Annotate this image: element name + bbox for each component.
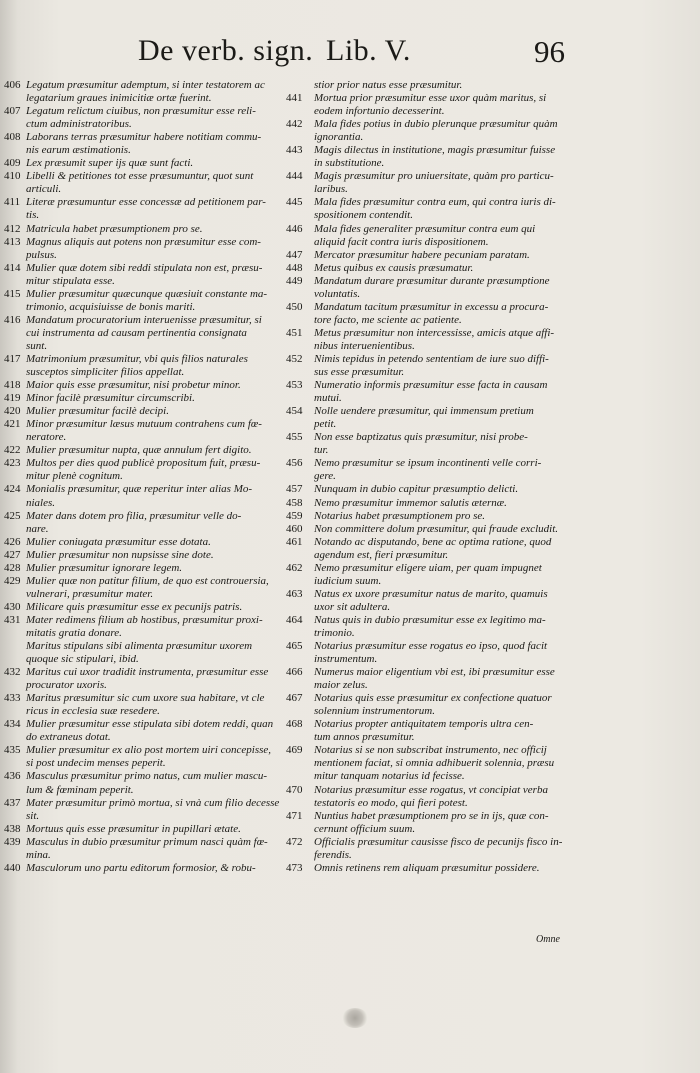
entry-number: 471 bbox=[286, 809, 303, 822]
index-entry bbox=[4, 353, 288, 379]
entry-text: Mortuus quis esse præsumitur in pupillari ætate. bbox=[26, 822, 241, 835]
index-entry bbox=[4, 575, 288, 601]
entry-number: 448 bbox=[286, 261, 303, 274]
entry-text: Officialis præsumitur causisse fisco de pecunijs fisco in- ferendis. bbox=[314, 835, 563, 861]
index-entry bbox=[4, 614, 288, 640]
entry-number: 426 bbox=[4, 535, 21, 548]
entry-text: Natus ex uxore præsumitur natus de marito, quamuis uxor sit adultera. bbox=[314, 587, 548, 613]
entry-text: Numeratio informis præsumitur esse facta in causam mutui. bbox=[314, 379, 548, 405]
entry-text: Numerus maior eligentium vbi est, ibi præsumitur esse maior zelus. bbox=[314, 666, 555, 692]
index-entry bbox=[4, 836, 288, 862]
entry-number: 439 bbox=[4, 835, 21, 848]
entry-number: 464 bbox=[286, 613, 303, 626]
entry-number: 431 bbox=[4, 613, 21, 626]
entry-text: Mulier præsumitur ignorare legem. bbox=[26, 561, 183, 574]
index-entry bbox=[286, 353, 582, 379]
entry-number: 455 bbox=[286, 431, 303, 444]
index-entry bbox=[286, 170, 582, 196]
entry-text: Mortua prior præsumitur esse uxor quàm maritus, si eodem infortunio decesserint. bbox=[314, 92, 547, 118]
entry-text: Nimis tepidus in petendo sententiam de iure suo diffi- sus esse præsumitur. bbox=[314, 352, 549, 379]
entry-number: 452 bbox=[286, 352, 303, 365]
entry-text: Matricula habet præsumptionem pro se. bbox=[26, 222, 203, 235]
entry-text: Masculorum uno partu editorum formosior, & robu- bbox=[26, 861, 256, 874]
entry-text: Mater præsumitur primò mortua, si vnà cum filio decesse sit. bbox=[26, 796, 280, 822]
index-entry bbox=[4, 692, 288, 718]
entry-number: 446 bbox=[286, 222, 303, 235]
entry-number: 461 bbox=[286, 535, 303, 548]
entry-text: Laborans terras præsumitur habere notitiam commu- nis earum æstimationis. bbox=[26, 131, 262, 157]
entry-number: 412 bbox=[4, 222, 21, 235]
entry-text: Mulier præsumitur facilè decipi. bbox=[26, 405, 169, 418]
entry-text: Nolle uendere præsumitur, qui immensum pretium petit. bbox=[314, 405, 534, 431]
index-entry bbox=[4, 196, 288, 222]
index-entry bbox=[286, 431, 582, 457]
index-entry bbox=[4, 510, 288, 536]
entry-text: Mater redimens filium ab hostibus, præsumitur proxi- mitatis gratia donare. bbox=[26, 613, 263, 639]
entry-number: 406 bbox=[4, 79, 21, 91]
entry-number: 463 bbox=[286, 587, 303, 600]
right-column bbox=[286, 79, 582, 875]
index-entry bbox=[4, 79, 288, 105]
index-entry bbox=[4, 223, 288, 236]
entry-number: 418 bbox=[4, 379, 21, 392]
entry-text: Mandatum procuratorium interuenisse præsumitur, si cui instrumenta ad causam pertinentia consignata sunt. bbox=[26, 313, 262, 352]
entry-text: Notarius præsumitur esse rogatus eo ipso, quod facit instrumentum. bbox=[314, 640, 548, 666]
entry-number: 428 bbox=[4, 561, 21, 574]
index-entry bbox=[286, 249, 582, 262]
entry-text: Notarius si se non subscribat instrumento, nec officij mentionem faciat, si omnia adhibuerit solennia, præsu mitur tanquam notarius id fecisse. bbox=[314, 744, 555, 783]
entry-text: Minor facilè præsumitur circumscribi. bbox=[26, 392, 195, 405]
index-entry bbox=[286, 784, 582, 810]
index-entry bbox=[286, 79, 582, 92]
entry-number: 415 bbox=[4, 287, 21, 300]
index-entry bbox=[286, 196, 582, 222]
entry-number: 457 bbox=[286, 483, 303, 496]
entry-number: 441 bbox=[286, 92, 303, 105]
entry-number: 440 bbox=[4, 861, 21, 874]
entry-number: 416 bbox=[4, 313, 21, 326]
entry-text: Nemo præsumitur eligere uiam, per quam impugnet iudicium suum. bbox=[314, 561, 542, 587]
index-entry bbox=[4, 744, 288, 770]
entry-number: 442 bbox=[286, 118, 303, 131]
entry-text: Notarius habet præsumptionem pro se. bbox=[314, 509, 486, 522]
entry-text: Nemo præsumitur immemor salutis æternæ. bbox=[314, 496, 507, 509]
entry-text: Maritus præsumitur sic cum uxore sua habitare, vt cle ricus in ecclesia suæ resedere. bbox=[26, 692, 265, 718]
entry-number: 462 bbox=[286, 561, 303, 574]
entry-text: Mulier præsumitur quæcunque quæsiuit constante ma- trimonio, acquisiuisse de bonis mariti. bbox=[26, 287, 268, 313]
entry-number: 411 bbox=[4, 196, 21, 209]
entry-text: Masculus in dubio præsumitur primum nasci quàm fœ- mina. bbox=[26, 835, 268, 861]
index-entry bbox=[4, 666, 288, 692]
index-entry bbox=[286, 379, 582, 405]
entry-text: Notarius propter antiquitatem temporis ultra cen- tum annos præsumitur. bbox=[314, 718, 534, 744]
ink-blot bbox=[342, 1008, 368, 1028]
index-entry bbox=[286, 810, 582, 836]
index-entry bbox=[286, 744, 582, 783]
entry-number: 408 bbox=[4, 131, 21, 144]
entry-number: 469 bbox=[286, 744, 303, 757]
entry-number: 472 bbox=[286, 835, 303, 848]
index-entry bbox=[286, 301, 582, 327]
entry-number: 460 bbox=[286, 522, 303, 535]
entry-number: 437 bbox=[4, 796, 21, 809]
entry-number: 456 bbox=[286, 457, 303, 470]
index-entry bbox=[4, 536, 288, 549]
index-entry bbox=[286, 523, 582, 536]
index-entry bbox=[4, 640, 288, 666]
index-entry bbox=[4, 562, 288, 575]
page-header bbox=[0, 34, 700, 74]
index-entry bbox=[4, 718, 288, 744]
entry-number: 429 bbox=[4, 574, 21, 587]
entry-text: Mala fides generaliter præsumitur contra eum qui aliquid facit contra iuris dispositionem. bbox=[314, 222, 536, 248]
entry-number: 465 bbox=[286, 640, 303, 653]
entry-number: 445 bbox=[286, 196, 303, 209]
entry-number: 419 bbox=[4, 392, 21, 405]
index-entry bbox=[286, 327, 582, 353]
index-entry bbox=[4, 379, 288, 392]
entry-text: Metus præsumitur non intercessisse, amicis atque affi- nibus interuenientibus. bbox=[314, 326, 555, 352]
index-entry bbox=[286, 483, 582, 496]
entry-text: Mulier præsumitur esse stipulata sibi dotem reddi, quan do extraneus dotat. bbox=[26, 718, 274, 744]
entry-number: 447 bbox=[286, 248, 303, 261]
entry-text: Maritus cui uxor tradidit instrumenta, præsumitur esse procurator uxoris. bbox=[26, 666, 269, 692]
entry-text: Milicare quis præsumitur esse ex pecunijs patris. bbox=[26, 600, 243, 613]
index-entry bbox=[4, 418, 288, 444]
index-entry bbox=[4, 405, 288, 418]
entry-number: 414 bbox=[4, 261, 21, 274]
entry-text: Mulier quæ non patitur filium, de quo est controuersia, vulnerari, præsumitur mater. bbox=[26, 574, 269, 600]
entry-text: Mandatum tacitum præsumitur in excessu a procura- tore facto, me sciente ac patiente. bbox=[314, 300, 549, 326]
index-entry bbox=[4, 262, 288, 288]
entry-text: Metus quibus ex causis præsumatur. bbox=[314, 261, 474, 274]
entry-text: Omnis retinens rem aliquam præsumitur possidere. bbox=[314, 861, 540, 874]
entry-number: 473 bbox=[286, 861, 303, 874]
entry-text: Nunquam in dubio capitur præsumptio delicti. bbox=[314, 483, 519, 496]
index-entry bbox=[4, 797, 288, 823]
entry-number: 409 bbox=[4, 157, 21, 170]
entry-number: 434 bbox=[4, 718, 21, 731]
entry-text: Minor præsumitur læsus mutuum contrahens cum fœ- neratore. bbox=[26, 418, 262, 444]
entry-number: 453 bbox=[286, 379, 303, 392]
entry-text: Nemo præsumitur se ipsum incontinenti velle corri- gere. bbox=[314, 457, 542, 483]
book-number: Lib. V. bbox=[326, 34, 411, 67]
entry-number: 422 bbox=[4, 444, 21, 457]
entry-number: 454 bbox=[286, 405, 303, 418]
entry-number: 436 bbox=[4, 770, 21, 783]
entry-text: Notarius quis esse præsumitur ex confectione quatuor solennium instrumentorum. bbox=[314, 692, 552, 718]
entry-number: 450 bbox=[286, 300, 303, 313]
index-entry bbox=[286, 118, 582, 144]
entry-number: 420 bbox=[4, 405, 21, 418]
index-entry bbox=[4, 314, 288, 353]
index-entry bbox=[4, 862, 288, 875]
entry-text: Multos per dies quod publicè propositum fuit, præsu- mitur plenè cognitum. bbox=[26, 457, 261, 483]
index-entry bbox=[4, 131, 288, 157]
entry-number: 417 bbox=[4, 352, 21, 365]
entry-number: 427 bbox=[4, 548, 21, 561]
entry-number: 451 bbox=[286, 326, 303, 339]
entry-number: 444 bbox=[286, 170, 303, 183]
index-entry bbox=[286, 497, 582, 510]
index-entry bbox=[4, 483, 288, 509]
entry-text: Magnus aliquis aut potens non præsumitur esse com- pulsus. bbox=[26, 235, 261, 261]
entry-number: 443 bbox=[286, 144, 303, 157]
index-entry bbox=[286, 144, 582, 170]
index-entry bbox=[286, 262, 582, 275]
entry-text: Nuntius habet præsumptionem pro se in ijs, quæ con- cernunt officium suum. bbox=[314, 809, 549, 835]
index-entry bbox=[286, 640, 582, 666]
index-entry bbox=[286, 510, 582, 523]
left-column bbox=[4, 79, 288, 875]
entry-text: stior prior natus esse præsumitur. bbox=[314, 79, 463, 91]
index-entry bbox=[286, 275, 582, 301]
entry-text: Monialis præsumitur, quæ reperitur inter alias Mo- niales. bbox=[26, 483, 253, 509]
index-entry bbox=[286, 536, 582, 562]
entry-text: Lex præsumit super ijs quæ sunt facti. bbox=[26, 157, 194, 170]
entry-text: Non esse baptizatus quis præsumitur, nisi probe- tur. bbox=[314, 431, 528, 457]
index-entry bbox=[286, 223, 582, 249]
index-entry bbox=[4, 236, 288, 262]
entry-text: Matrimonium præsumitur, vbi quis filios naturales susceptos simpliciter filios appellat. bbox=[26, 352, 248, 379]
entry-text: Non committere dolum præsumitur, qui fraude excludit. bbox=[314, 522, 559, 535]
index-entry bbox=[4, 444, 288, 457]
entry-text: Mulier præsumitur ex alio post mortem uiri concepisse, si post undecim menses peperit. bbox=[26, 744, 272, 770]
folio-number: 96 bbox=[534, 34, 565, 69]
index-entry bbox=[4, 105, 288, 131]
entry-number: 468 bbox=[286, 718, 303, 731]
entry-text: Masculus præsumitur primo natus, cum mulier mascu- lum & fœminam peperit. bbox=[26, 770, 268, 796]
entry-number: 424 bbox=[4, 483, 21, 496]
entry-text: Libelli & petitiones tot esse præsumuntur, quot sunt articuli. bbox=[26, 170, 254, 196]
entry-text: Maritus stipulans sibi alimenta præsumitur uxorem quoque sic stipulari, ibid. bbox=[26, 640, 253, 666]
entry-text: Notarius præsumitur esse rogatus, vt concipiat verba testatoris eo modo, qui fieri potest. bbox=[314, 783, 548, 809]
entry-number: 413 bbox=[4, 235, 21, 248]
entry-text: Legatum præsumitur ademptum, si inter testatorem ac legatarium graues inimicitiæ ortæ fuerint. bbox=[26, 79, 265, 105]
catchword: Omne bbox=[536, 934, 560, 945]
running-title: De verb. sign. bbox=[138, 34, 314, 67]
entry-number: 438 bbox=[4, 822, 21, 835]
index-entry bbox=[4, 392, 288, 405]
entry-number: 407 bbox=[4, 105, 21, 118]
index-entry bbox=[286, 588, 582, 614]
entry-number: 421 bbox=[4, 418, 21, 431]
index-entry bbox=[286, 614, 582, 640]
index-entry bbox=[4, 770, 288, 796]
entry-number: 470 bbox=[286, 783, 303, 796]
entry-number: 410 bbox=[4, 170, 21, 183]
index-entry bbox=[286, 457, 582, 483]
index-entry bbox=[4, 170, 288, 196]
index-entry bbox=[286, 836, 582, 862]
entry-text: Mulier præsumitur nupta, quæ annulum fert digito. bbox=[26, 444, 252, 457]
index-entry bbox=[4, 288, 288, 314]
entry-text: Mercator præsumitur habere pecuniam paratam. bbox=[314, 248, 530, 261]
entry-number: 459 bbox=[286, 509, 303, 522]
entry-number: 466 bbox=[286, 666, 303, 679]
entry-text: Mater dans dotem pro filia, præsumitur velle do- nare. bbox=[26, 509, 242, 535]
entry-number: 435 bbox=[4, 744, 21, 757]
index-entry bbox=[4, 601, 288, 614]
entry-text: Mala fides præsumitur contra eum, qui contra iuris di- spositionem contendit. bbox=[314, 196, 556, 222]
entry-text: Magis præsumitur pro uniuersitate, quàm pro particu- laribus. bbox=[314, 170, 554, 196]
entry-number: 423 bbox=[4, 457, 21, 470]
entry-text: Maior quis esse præsumitur, nisi probetur minor. bbox=[26, 379, 241, 392]
index-entry bbox=[4, 157, 288, 170]
entry-number: 432 bbox=[4, 666, 21, 679]
entry-text: Magis dilectus in institutione, magis præsumitur fuisse in substitutione. bbox=[314, 144, 556, 170]
index-entry bbox=[286, 666, 582, 692]
entry-text: Literæ præsumuntur esse concessæ ad petitionem par- tis. bbox=[26, 196, 266, 222]
entry-number: 433 bbox=[4, 692, 21, 705]
entry-text: Legatum relictum ciuibus, non præsumitur esse reli- ctum administratoribus. bbox=[26, 105, 256, 131]
entry-text: Mulier quæ dotem sibi reddi stipulata non est, præsu- mitur stipulata esse. bbox=[26, 261, 263, 287]
index-entry bbox=[286, 692, 582, 718]
index-entry bbox=[286, 718, 582, 744]
entry-number: 449 bbox=[286, 274, 303, 287]
index-entry bbox=[286, 862, 582, 875]
entry-number: 458 bbox=[286, 496, 303, 509]
index-entry bbox=[4, 549, 288, 562]
entry-number: 430 bbox=[4, 600, 21, 613]
index-entry bbox=[4, 823, 288, 836]
index-entry bbox=[286, 562, 582, 588]
entry-text: Mulier præsumitur non nupsisse sine dote. bbox=[26, 548, 214, 561]
entry-number: 467 bbox=[286, 692, 303, 705]
index-entry bbox=[286, 405, 582, 431]
entry-text: Mandatum durare præsumitur durante præsumptione voluntatis. bbox=[314, 274, 550, 300]
entry-text: Natus quis in dubio præsumitur esse ex legitimo ma- trimonio. bbox=[314, 613, 546, 639]
index-entry bbox=[4, 457, 288, 483]
entry-text: Notando ac disputando, bene ac optima ratione, quod agendum est, fieri præsumitur. bbox=[314, 535, 552, 561]
index-entry bbox=[286, 92, 582, 118]
entry-number: 425 bbox=[4, 509, 21, 522]
entry-text: Mala fides potius in dubio plerunque præsumitur quàm ignorantia. bbox=[314, 118, 558, 144]
entry-text: Mulier coniugata præsumitur esse dotata. bbox=[26, 535, 211, 548]
